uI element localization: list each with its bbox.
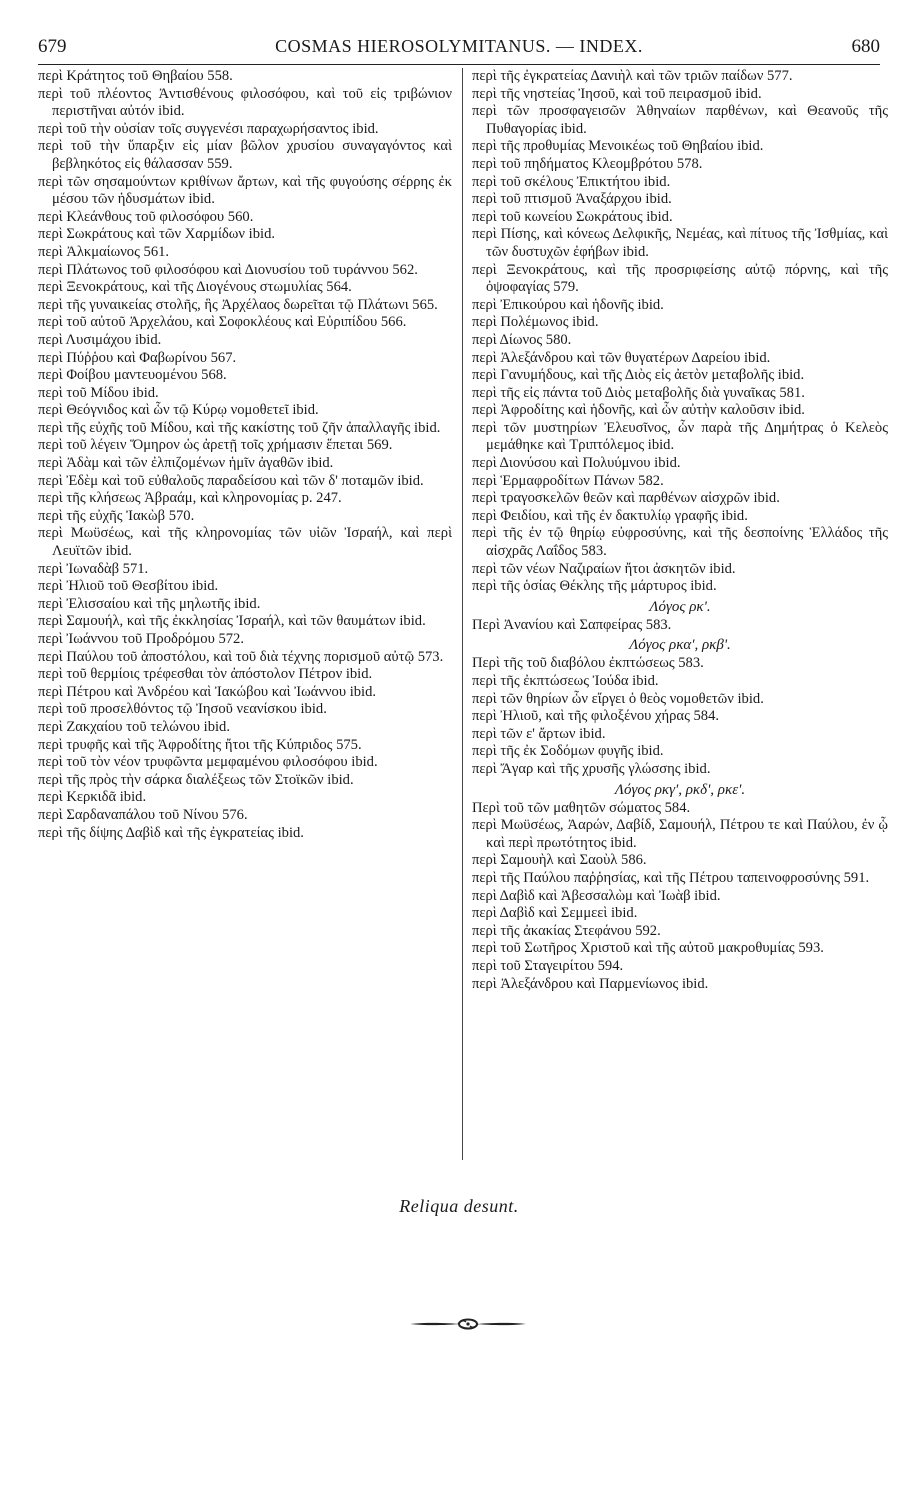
page-header xyxy=(38,36,880,60)
index-entry: περὶ Ξενοκράτους, καὶ τῆς Διογένους στωμυλίας 564. xyxy=(38,279,352,296)
index-entry: περὶ τοῦ λέγειν Ὅμηρον ὡς ἀρετῇ τοῖς χρήμασιν ἕπεται 569. xyxy=(38,437,393,454)
index-entry: περὶ Ζακχαίου τοῦ τελώνου ibid. xyxy=(38,718,230,735)
index-entry: περὶ τῶν θηρίων ὧν εἴργει ὁ θεὸς νομοθετῶν ibid. xyxy=(472,690,764,707)
index-entry: περὶ τῆς ἐγκρατείας Δανιὴλ καὶ τῶν τριῶν παίδων 577. xyxy=(472,68,793,84)
index-entry: περὶ τῆς ἐκ Σοδόμων φυγῆς ibid. xyxy=(472,743,664,760)
index-entry: περὶ Θεόγνιδος καὶ ὧν τῷ Κύρῳ νομοθετεῖ ibid. xyxy=(38,402,319,419)
index-column-right xyxy=(472,68,888,993)
index-entry: περὶ τοῦ πτισμοῦ Ἀναξάρχου ibid. xyxy=(472,191,672,208)
index-entry: Περὶ τῆς τοῦ διαβόλου ἐκπτώσεως 583. xyxy=(472,655,704,672)
index-entry: περὶ τῆς δίψης Δαβὶδ καὶ τῆς ἐγκρατείας ibid. xyxy=(38,824,304,841)
index-entry: περὶ Ἄγαρ καὶ τῆς χρυσῆς γλώσσης ibid. xyxy=(472,760,711,777)
index-entry: Περὶ τοῦ τῶν μαθητῶν σώματος 584. xyxy=(472,799,691,816)
index-entry: περὶ Διονύσου καὶ Πολυύμνου ibid. xyxy=(472,455,681,472)
section-heading: Λόγος ρκα', ρκβ'. xyxy=(629,637,731,654)
index-entry: περὶ τοῦ πηδήματος Κλεομβρότου 578. xyxy=(472,155,703,172)
index-entry: περὶ τῆς γυναικείας στολῆς, ἣς Ἀρχέλαος δωρεῖται τῷ Πλάτωνι 565. xyxy=(38,296,438,313)
index-entry: περὶ Σαμουήλ, καὶ τῆς ἐκκλησίας Ἰσραήλ, καὶ τῶν θαυμάτων ibid. xyxy=(38,613,426,630)
section-heading: Λόγος ρκγ', ρκδ', ρκε'. xyxy=(614,781,746,798)
index-entry: περὶ τῆς εὐχῆς τοῦ Μίδου, καὶ τῆς κακίστης τοῦ ζῆν ἀπαλλαγῆς ibid. xyxy=(38,419,441,436)
index-entry: περὶ Φοίβου μαντευομένου 568. xyxy=(38,367,227,384)
index-entry: περὶ Παύλου τοῦ ἀποστόλου, καὶ τοῦ διὰ τέχνης πορισμοῦ αὐτῷ 573. xyxy=(38,648,444,665)
index-entry: περὶ τῆς ἐκπτώσεως Ἰούδα ibid. xyxy=(472,673,659,689)
index-entry: περὶ τοῦ αὐτοῦ Ἀρχελάου, καὶ Σοφοκλέους καὶ Εὐριπίδου 566. xyxy=(38,314,407,331)
index-entry: περὶ Κερκιδᾶ ibid. xyxy=(38,789,147,806)
index-entry: περὶ τοῦ σκέλους Ἐπικτήτου ibid. xyxy=(472,173,671,190)
running-title: COSMAS HIEROSOLYMITANUS. — INDEX. xyxy=(275,36,643,56)
index-entry: περὶ τῆς κλήσεως Ἀβραάμ, καὶ κληρονομίας p. 247. xyxy=(38,490,342,507)
index-entry: περὶ τῆς ἀκακίας Στεφάνου 592. xyxy=(472,922,661,939)
index-entry: περὶ Μωϋσέως, Ἀαρών, Δαβίδ, Σαμουήλ, Πέτρου τε καὶ Παύλου, ἐν ᾧ καὶ περὶ πρωτότητος ibid. xyxy=(472,817,888,851)
index-entry: περὶ Πέτρου καὶ Ἀνδρέου καὶ Ἰακώβου καὶ Ἰωάννου ibid. xyxy=(38,683,377,700)
index-entry: περὶ Ἠλιοῦ, καὶ τῆς φιλοξένου χήρας 584. xyxy=(472,708,720,725)
tailpiece-ornament-icon xyxy=(408,1316,528,1332)
index-entry: περὶ τοῦ τὸν νέον τρυφῶντα μεμφαμένου φιλοσόφου ibid. xyxy=(38,754,378,771)
index-entry: περὶ Ἀφροδίτης καὶ ἡδονῆς, καὶ ὧν αὐτὴν καλοῦσιν ibid. xyxy=(472,402,805,419)
index-entry: περὶ Ἐλισσαίου καὶ τῆς μηλωτῆς ibid. xyxy=(38,595,261,612)
index-entry: περὶ τοῦ τὴν οὐσίαν τοῖς συγγενέσι παραχωρήσαντος ibid. xyxy=(38,120,379,137)
index-entry: περὶ τρυφῆς καὶ τῆς Ἀφροδίτης ἤτοι τῆς Κύπριδος 575. xyxy=(38,736,362,753)
index-entry: περὶ Μωϋσέως, καὶ τῆς κληρονομίας τῶν υἱῶν Ἰσραήλ, καὶ περὶ Λευϊτῶν ibid. xyxy=(38,525,452,560)
index-entry: περὶ Δίωνος 580. xyxy=(472,331,572,348)
index-entry: περὶ Ἀλκμαίωνος 561. xyxy=(38,243,170,260)
index-entry: περὶ τοῦ Μίδου ibid. xyxy=(38,384,159,401)
index-entry: περὶ Πίσης, καὶ κόνεως Δελφικῆς, Νεμέας, καὶ πίτυος τῆς Ἰσθμίας, καὶ τῶν δυστυχῶν ἐφήβων ibid. xyxy=(472,226,888,260)
index-entry: περὶ τοῦ Σωτῆρος Χριστοῦ καὶ τῆς αὐτοῦ μακροθυμίας 593. xyxy=(472,940,824,957)
index-entry: περὶ τῶν νέων Ναζιραίων ἤτοι ἀσκητῶν ibid. xyxy=(472,560,736,577)
index-entry: περὶ τοῦ κωνείου Σωκράτους ibid. xyxy=(472,208,673,225)
index-column-left xyxy=(38,68,452,842)
index-entry: περὶ Ἰωναδὰβ 571. xyxy=(38,560,149,577)
index-entry: περὶ Σαμουὴλ καὶ Σαοὺλ 586. xyxy=(472,852,647,869)
closing-note: Reliqua desunt. xyxy=(399,1196,519,1216)
section-heading: Λόγος ρκ'. xyxy=(649,598,711,615)
index-entry: περὶ τῶν μυστηρίων Ἐλευσῖνος, ὧν παρὰ τῆς Δημήτρας ὁ Κελεὸς μεμάθηκε καὶ Τριπτόλεμος ibid. xyxy=(472,419,888,454)
index-entry: περὶ Φειδίου, καὶ τῆς ἐν δακτυλίῳ γραφῆς ibid. xyxy=(472,507,748,524)
index-entry: περὶ τῶν σησαμούντων κριθίνων ἄρτων, καὶ τῆς φυγούσης σέρρης ἐκ μέσου τῶν ἡδυσμάτων ibid. xyxy=(38,173,452,208)
index-entry: περὶ Γανυμήδους, καὶ τῆς Διὸς εἰς ἀετὸν μεταβολῆς ibid. xyxy=(472,367,805,384)
index-entry: περὶ τοῦ προσελθόντος τῷ Ἰησοῦ νεανίσκου ibid. xyxy=(38,701,327,718)
index-entry: περὶ τραγοσκελῶν θεῶν καὶ παρθένων αἰσχρῶν ibid. xyxy=(472,490,780,507)
index-entry: περὶ Σωκράτους καὶ τῶν Χαρμίδων ibid. xyxy=(38,226,276,243)
index-entry: περὶ Ἐδὲμ καὶ τοῦ εὐθαλοῦς παραδείσου καὶ τῶν δ' ποταμῶν ibid. xyxy=(38,472,424,489)
index-entry: περὶ Πλάτωνος τοῦ φιλοσόφου καὶ Διονυσίου τοῦ τυράννου 562. xyxy=(38,261,418,278)
index-entry: περὶ Ἀλεξάνδρου καὶ Παρμενίωνος ibid. xyxy=(472,975,709,992)
index-entry: περὶ τῆς ἐν τῷ θηρίῳ εὐφροσύνης, καὶ τῆς δεσποίνης Ἑλλάδος τῆς αἰσχρᾶς Λαΐδος 583. xyxy=(472,525,888,560)
index-entry: περὶ Σαρδαναπάλου τοῦ Νίνου 576. xyxy=(38,806,248,823)
index-entry: περὶ τῶν ε' ἄρτων ibid. xyxy=(472,725,606,742)
index-entry: Περὶ Ἀνανίου καὶ Σαπφείρας 583. xyxy=(472,616,672,633)
index-entry: περὶ τῆς πρὸς τὴν σάρκα διαλέξεως τῶν Στοϊκῶν ibid. xyxy=(38,771,354,788)
index-entry: περὶ τῆς ὁσίας Θέκλης τῆς μάρτυρος ibid. xyxy=(472,578,717,595)
index-entry: περὶ τῆς εὐχῆς Ἰακὼβ 570. xyxy=(38,507,195,524)
index-entry: περὶ Ἀδὰμ καὶ τῶν ἐλπιζομένων ἡμῖν ἀγαθῶν ibid. xyxy=(38,455,334,472)
index-entry: περὶ Κλεάνθους τοῦ φιλοσόφου 560. xyxy=(38,208,254,225)
index-entry: περὶ Ξενοκράτους, καὶ τῆς προσριφείσης αὐτῷ πόρνης, καὶ τῆς ὀψοφαγίας 579. xyxy=(472,261,888,296)
index-entry: περὶ τῆς Παύλου παῤῥησίας, καὶ τῆς Πέτρου ταπεινοφροσύνης 591. xyxy=(472,869,870,886)
page-number-right: 680 xyxy=(851,36,880,57)
index-entry: περὶ τοῦ θερμίοις τρέφεσθαι τὸν ἀπόστολον Πέτρον ibid. xyxy=(38,666,373,683)
header-rule xyxy=(38,64,880,65)
index-entry: περὶ τῶν προσφαγεισῶν Ἀθηναίων παρθένων, καὶ Θεανοῦς τῆς Πυθαγορίας ibid. xyxy=(472,103,888,137)
column-separator xyxy=(462,68,463,1160)
index-entry: περὶ τῆς προθυμίας Μενοικέως τοῦ Θηβαίου ibid. xyxy=(472,138,764,155)
index-entry: περὶ Πύῤῥου καὶ Φαβωρίνου 567. xyxy=(38,349,237,366)
index-entry: περὶ Λυσιμάχου ibid. xyxy=(38,331,162,348)
index-entry: περὶ Ἐπικούρου καὶ ἡδονῆς ibid. xyxy=(472,296,664,313)
index-entry: περὶ τοῦ Σταγειρίτου 594. xyxy=(472,957,624,974)
index-entry: περὶ τοῦ τὴν ὕπαρξιν εἰς μίαν βῶλον χρυσίου συναγαγόντος καὶ βεβληκότος εἰς θάλασσαν 559. xyxy=(38,138,452,172)
index-entry: περὶ Δαβὶδ καὶ Ἀβεσσαλὼμ καὶ Ἰωὰβ ibid. xyxy=(472,887,721,904)
index-entry: περὶ τῆς εἰς πάντα τοῦ Διὸς μεταβολῆς διὰ γυναῖκας 581. xyxy=(472,384,805,401)
index-entry: περὶ Ἰωάννου τοῦ Προδρόμου 572. xyxy=(38,631,244,647)
index-entry: περὶ Κράτητος τοῦ Θηβαίου 558. xyxy=(38,68,233,84)
index-entry: περὶ τοῦ πλέοντος Ἀντισθένους φιλοσόφου, καὶ τοῦ εἰς τριβώνιον περιστῆναι αὐτόν ibid. xyxy=(38,85,452,120)
index-entry: περὶ τῆς νηστείας Ἰησοῦ, καὶ τοῦ πειρασμοῦ ibid. xyxy=(472,85,762,102)
index-entry: περὶ Δαβὶδ καὶ Σεμμεεὶ ibid. xyxy=(472,905,638,922)
index-entry: περὶ Ἠλιοῦ τοῦ Θεσβίτου ibid. xyxy=(38,578,219,595)
index-entry: περὶ Πολέμωνος ibid. xyxy=(472,314,599,331)
page-number-left: 679 xyxy=(38,36,67,57)
index-entry: περὶ Ἀλεξάνδρου καὶ τῶν θυγατέρων Δαρείου ibid. xyxy=(472,349,771,366)
index-entry: περὶ Ἑρμαφροδίτων Πάνων 582. xyxy=(472,472,664,489)
